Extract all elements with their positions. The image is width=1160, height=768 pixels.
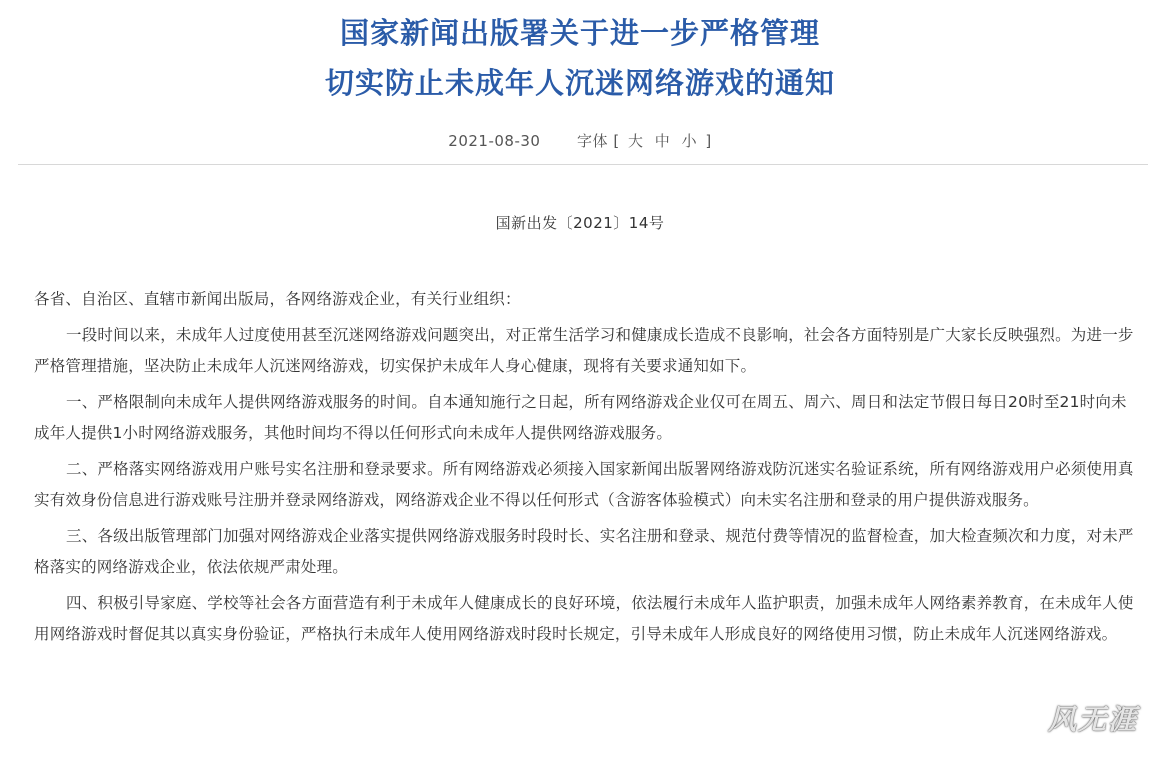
font-size-label: 字体 <box>577 132 609 150</box>
publish-date: 2021-08-30 <box>448 132 541 150</box>
article-meta <box>0 130 1160 151</box>
font-size-large-button[interactable]: 大 <box>627 132 644 150</box>
paragraph-item-4: 四、积极引导家庭、学校等社会各方面营造有利于未成年人健康成长的良好环境，依法履行未成年人监护职责，加强未成年人网络素养教育，在未成年人使用网络游戏时督促其以真实身份验证，严格执行未成年人使用网络游戏时段时长规定，引导未成年人形成良好的网络使用习惯，防止未成年人沉迷网络游戏。 <box>34 594 1134 643</box>
paragraph-intro: 一段时间以来，未成年人过度使用甚至沉迷网络游戏问题突出，对正常生活学习和健康成长造成不良影响，社会各方面特别是广大家长反映强烈。为进一步严格管理措施，坚决防止未成年人沉迷网络游戏，切实保护未成年人身心健康，现将有关要求通知如下。 <box>34 326 1134 375</box>
salutation: 各省、自治区、直辖市新闻出版局，各网络游戏企业，有关行业组织： <box>34 290 521 308</box>
paragraph-item-3: 三、各级出版管理部门加强对网络游戏企业落实提供网络游戏服务时段时长、实名注册和登录、规范付费等情况的监督检查，加大检查频次和力度，对未严格落实的网络游戏企业，依法依规严肃处理。 <box>34 527 1134 576</box>
font-size-bracket-open: [ <box>613 132 620 150</box>
paragraph-item-2: 二、严格落实网络游戏用户账号实名注册和登录要求。所有网络游戏必须接入国家新闻出版署网络游戏防沉迷实名验证系统，所有网络游戏用户必须使用真实有效身份信息进行游戏账号注册并登录网络游戏，网络游戏企业不得以任何形式（含游客体验模式）向未实名注册和登录的用户提供游戏服务。 <box>34 460 1134 509</box>
watermark: 风无涯 <box>1047 703 1138 736</box>
article-title-line-1: 国家新闻出版署关于进一步严格管理 <box>339 16 820 50</box>
paragraph-item-1: 一、严格限制向未成年人提供网络游戏服务的时间。自本通知施行之日起，所有网络游戏企业仅可在周五、周六、周日和法定节假日每日20时至21时向未成年人提供1小时网络游戏服务，其他时间均不得以任何形式向未成年人提供网络游戏服务。 <box>34 393 1127 442</box>
article-body <box>0 284 1160 650</box>
article-header <box>0 0 1160 108</box>
document-number: 国新出发〔2021〕14号 <box>495 214 665 232</box>
font-size-small-button[interactable]: 小 <box>681 132 698 150</box>
font-size-bracket-close: ] <box>705 132 712 150</box>
article-title-line-2: 切实防止未成年人沉迷网络游戏的通知 <box>324 66 835 100</box>
font-size-medium-button[interactable]: 中 <box>654 132 671 150</box>
header-divider <box>18 164 1148 165</box>
